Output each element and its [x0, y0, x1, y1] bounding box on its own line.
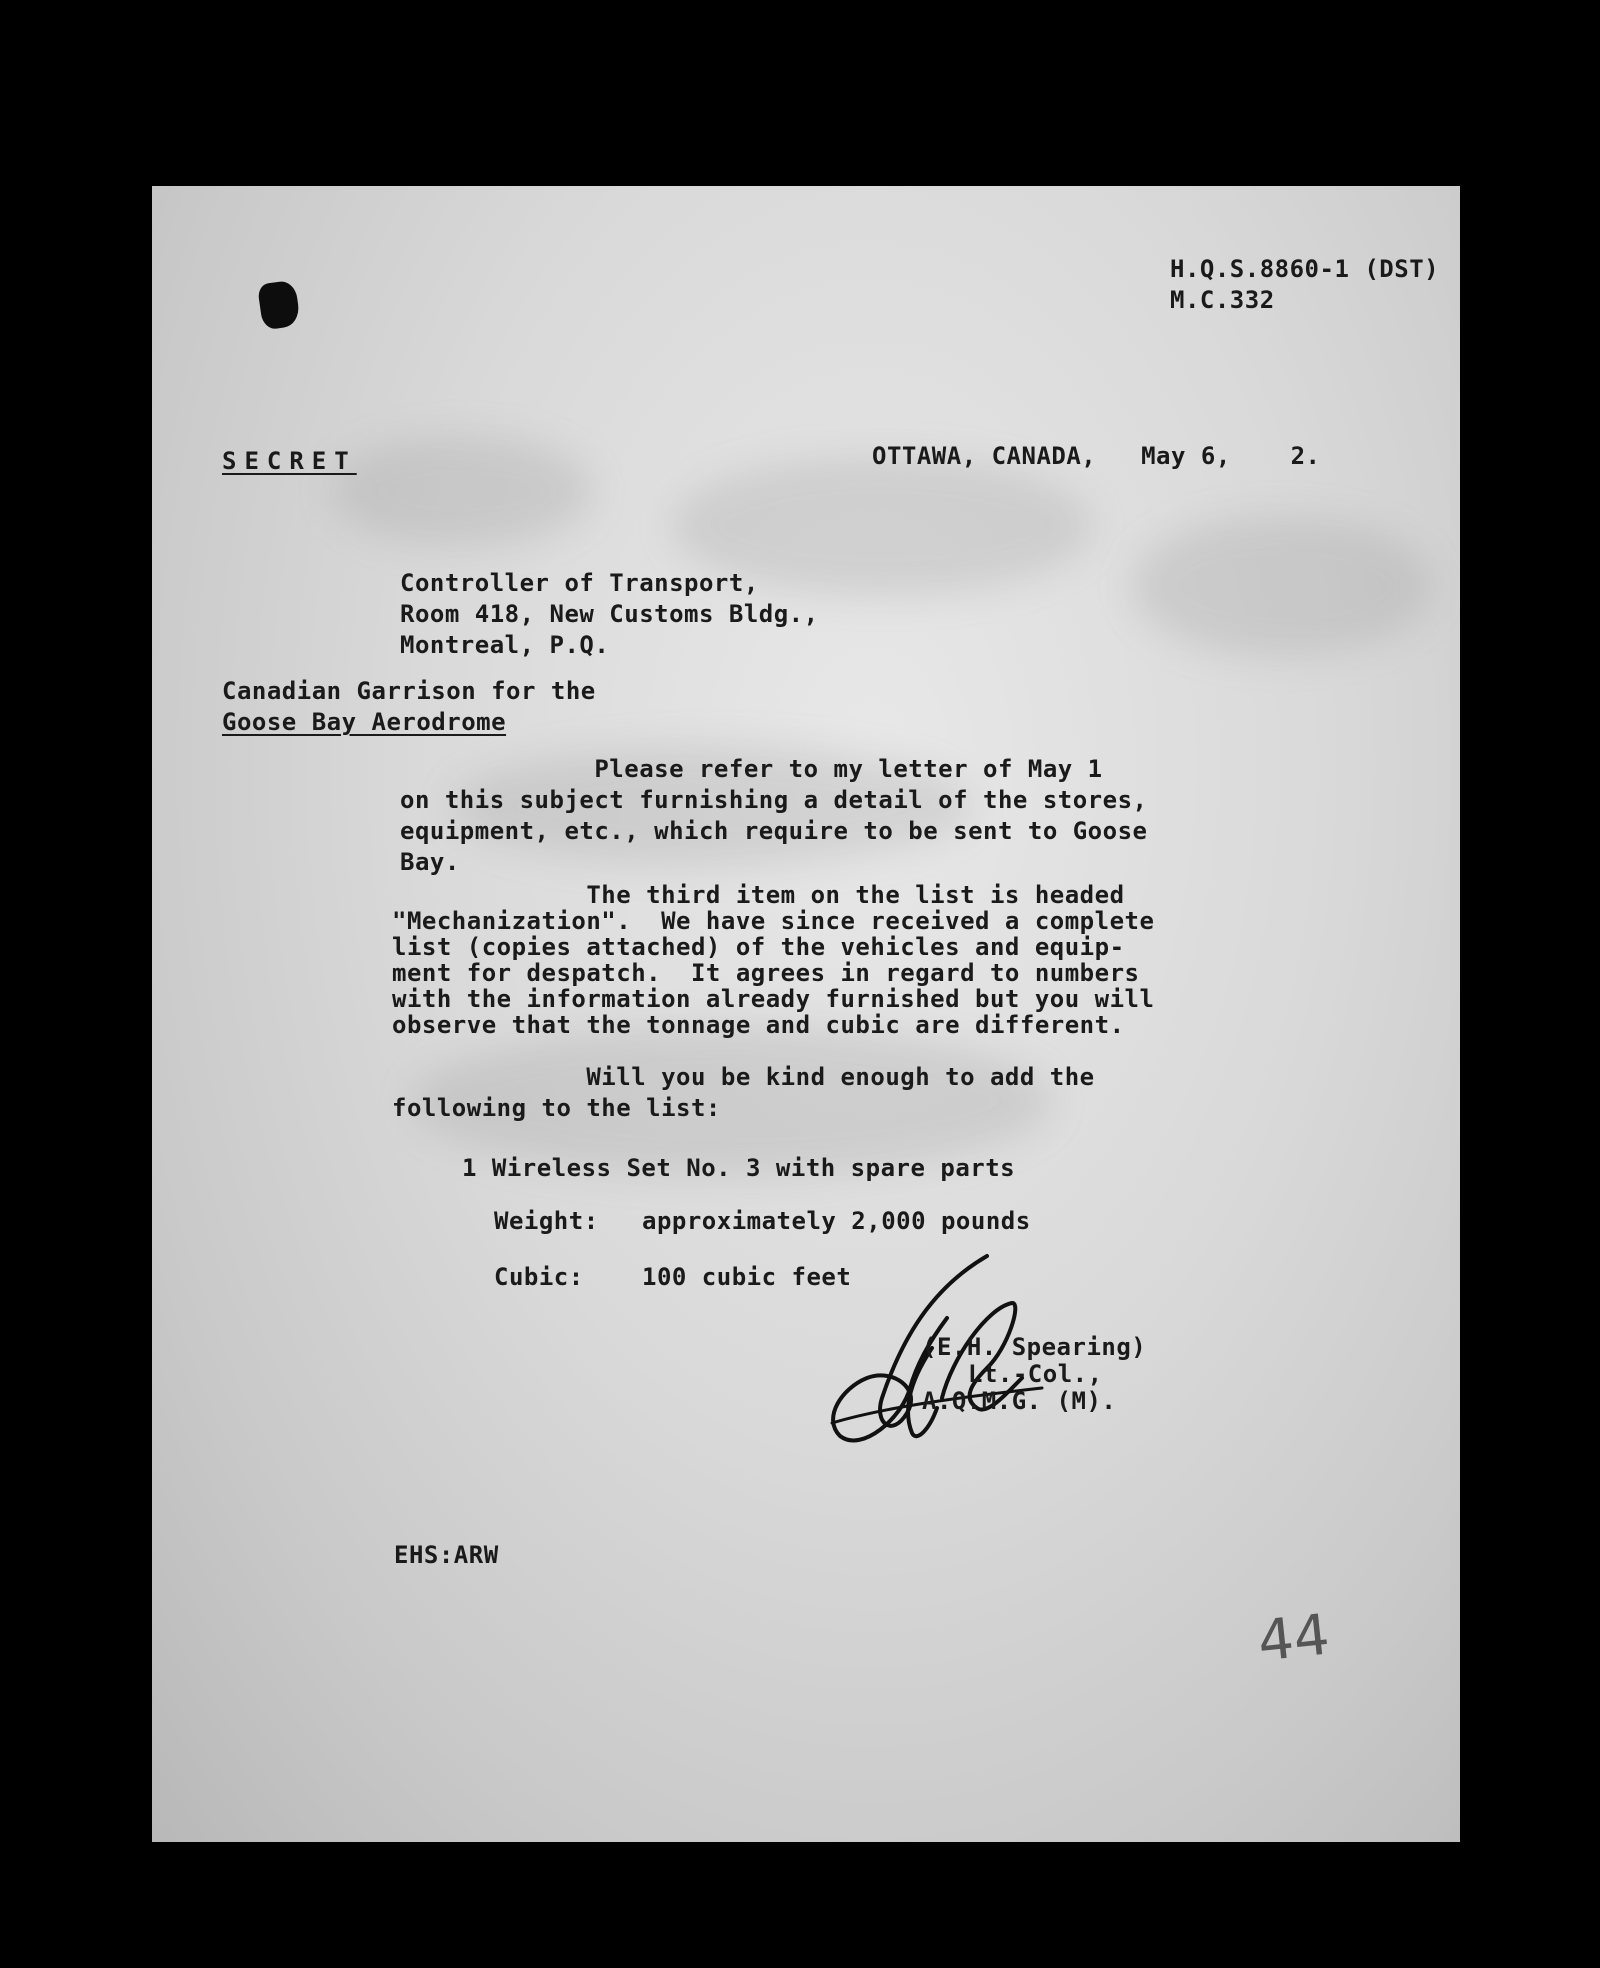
place-date: OTTAWA, CANADA, May 6, 2. [872, 442, 1321, 470]
document-page [152, 186, 1460, 1842]
addressee-line: Room 418, New Customs Bldg., [400, 600, 819, 628]
addressee-line: Controller of Transport, [400, 569, 759, 597]
body-line: on this subject furnishing a detail of the stores, [400, 786, 1148, 814]
subject-line: Goose Bay Aerodrome [222, 708, 507, 736]
body-line: with the information already furnished but you will [392, 985, 1155, 1013]
signatory-name: (E.H. Spearing) [922, 1333, 1147, 1361]
file-reference [1170, 254, 1439, 316]
subject-block [222, 676, 596, 738]
signature-block [922, 1334, 1146, 1415]
punch-hole [257, 280, 301, 331]
file-reference-line: H.Q.S.8860-1 (DST) [1170, 255, 1440, 283]
stain [332, 436, 592, 546]
addressee-line: Montreal, P.Q. [400, 631, 610, 659]
body-line: list (copies attached) of the vehicles and equip- [392, 933, 1125, 961]
body-paragraph-3 [392, 1062, 1095, 1124]
body-paragraph-2 [392, 882, 1154, 1038]
cubic-value: 100 cubic feet [642, 1263, 852, 1291]
body-line: Bay. [400, 848, 460, 876]
body-line: The third item on the list is headed [392, 881, 1125, 909]
body-line: following to the list: [392, 1094, 721, 1122]
addressee-block [400, 568, 819, 661]
body-line: Will you be kind enough to add the [392, 1063, 1095, 1091]
signatory-title: A.Q.M.G. (M). [922, 1387, 1117, 1415]
body-line: "Mechanization". We have since received a complete [392, 907, 1155, 935]
body-line: ment for despatch. It agrees in regard to numbers [392, 959, 1140, 987]
signatory-rank: Lt.-Col., [968, 1360, 1103, 1388]
body-paragraph-1 [400, 754, 1147, 878]
file-reference-line: M.C.332 [1170, 286, 1275, 314]
weight-value: approximately 2,000 pounds [642, 1207, 1031, 1235]
subject-line: Canadian Garrison for the [222, 677, 596, 705]
body-line: equipment, etc., which require to be sent to Goose [400, 817, 1148, 845]
classification-label: SECRET [222, 447, 357, 475]
item-line: 1 Wireless Set No. 3 with spare parts [462, 1154, 1016, 1182]
body-line: Please refer to my letter of May 1 [400, 755, 1103, 783]
weight-label: Weight: [494, 1207, 599, 1235]
cubic-label: Cubic: [494, 1263, 584, 1291]
typist-initials: EHS:ARW [394, 1541, 499, 1569]
page-number: 44 [1254, 1602, 1333, 1675]
stain [1132, 516, 1432, 656]
body-line: observe that the tonnage and cubic are different. [392, 1011, 1125, 1039]
